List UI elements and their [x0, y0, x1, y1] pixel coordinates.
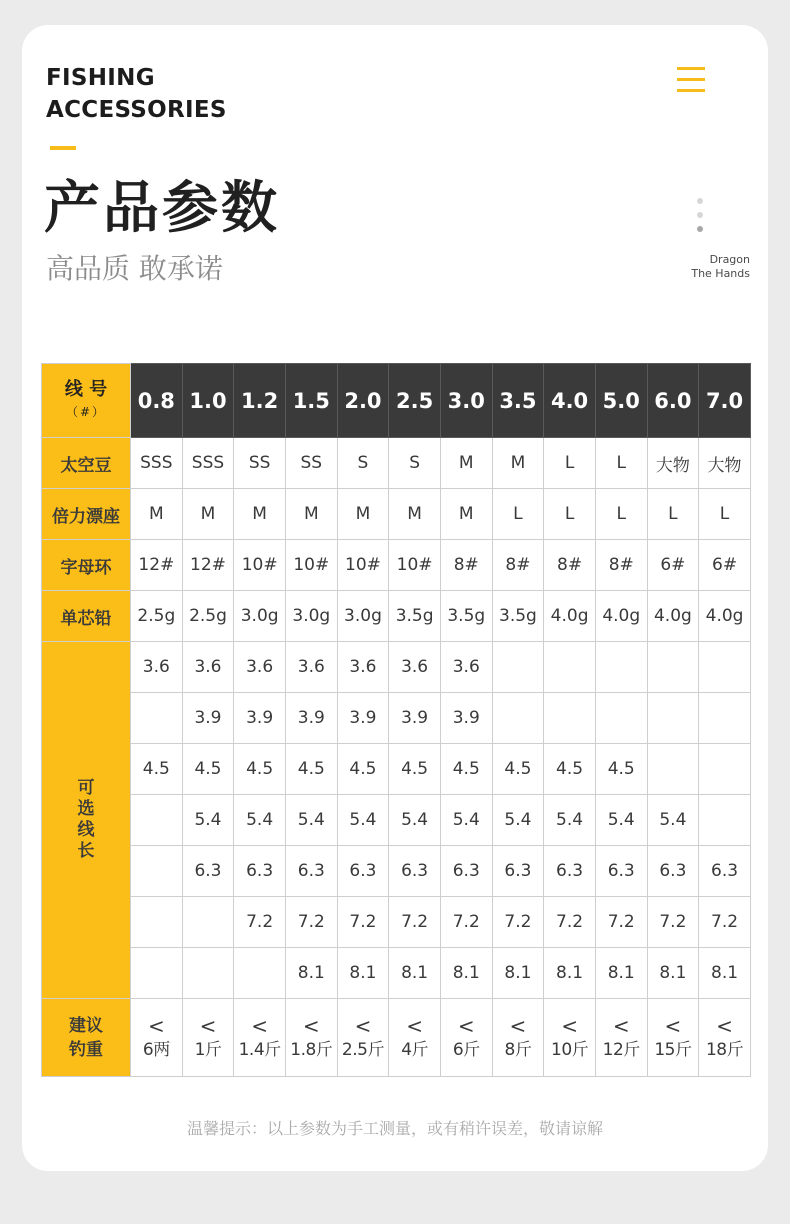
length-cell: 5.4: [389, 795, 441, 846]
table-cell: 4.0g: [647, 591, 699, 642]
length-cell: 4.5: [182, 744, 234, 795]
table-cell: 3.5g: [389, 591, 441, 642]
brand-tag-line-1: Dragon: [709, 253, 750, 266]
length-cell: [234, 948, 286, 999]
page-subtitle: 高品质 敢承诺: [46, 252, 223, 285]
less-than-symbol: <: [457, 1013, 475, 1038]
length-cell: 7.2: [544, 897, 596, 948]
weight-value: 1斤: [194, 1039, 222, 1060]
table-cell: 3.0g: [285, 591, 337, 642]
length-cell: 3.6: [234, 642, 286, 693]
table-cell: 大物: [647, 438, 699, 489]
length-cell: [647, 693, 699, 744]
length-cell: 6.3: [440, 846, 492, 897]
table-cell: M: [389, 489, 441, 540]
weight-cell: [389, 999, 441, 1077]
table-cell: L: [492, 489, 544, 540]
length-cell: 7.2: [647, 897, 699, 948]
less-than-symbol: <: [354, 1013, 372, 1038]
length-cell: 3.9: [234, 693, 286, 744]
table-cell: 4.0g: [544, 591, 596, 642]
length-cell: 4.5: [595, 744, 647, 795]
table-row: [42, 591, 751, 642]
line-size-header: 3.5: [492, 364, 544, 438]
length-cell: 6.3: [699, 846, 751, 897]
length-cell: 4.5: [285, 744, 337, 795]
weight-value: 2.5斤: [341, 1039, 384, 1060]
weight-row: [42, 999, 751, 1077]
length-cell: 8.1: [699, 948, 751, 999]
length-cell: [492, 642, 544, 693]
length-cell: [595, 642, 647, 693]
length-row: [42, 744, 751, 795]
length-cell: 4.5: [440, 744, 492, 795]
header-label: 线 号: [64, 378, 108, 400]
length-cell: 7.2: [234, 897, 286, 948]
length-cell: 5.4: [647, 795, 699, 846]
length-cell: [131, 693, 183, 744]
row-label: 倍力漂座: [42, 489, 131, 540]
weight-label: 建议钓重: [69, 1015, 103, 1060]
table-cell: 10#: [337, 540, 389, 591]
weight-value: 6斤: [452, 1039, 480, 1060]
length-cell: [699, 642, 751, 693]
table-row: [42, 489, 751, 540]
weight-value: 4斤: [401, 1039, 429, 1060]
hamburger-menu-icon[interactable]: [677, 67, 705, 91]
table-cell: 12#: [131, 540, 183, 591]
line-size-header: 1.0: [182, 364, 234, 438]
table-cell: L: [544, 438, 596, 489]
length-cell: 5.4: [440, 795, 492, 846]
header-sublabel: （#）: [65, 404, 107, 419]
weight-cell: [440, 999, 492, 1077]
length-row: [42, 693, 751, 744]
page-title: 产品参数: [44, 176, 280, 241]
weight-value: 10斤: [551, 1039, 589, 1060]
length-cell: [131, 846, 183, 897]
length-cell: 8.1: [595, 948, 647, 999]
line-size-header: 4.0: [544, 364, 596, 438]
length-cell: [131, 948, 183, 999]
length-cell: 3.9: [182, 693, 234, 744]
length-cell: 7.2: [440, 897, 492, 948]
length-cell: 8.1: [492, 948, 544, 999]
table-cell: L: [647, 489, 699, 540]
weight-cell: [234, 999, 286, 1077]
length-cell: 3.6: [337, 642, 389, 693]
header-label-cell: [42, 364, 131, 438]
spec-table: [41, 363, 751, 1077]
length-cell: 3.6: [285, 642, 337, 693]
weight-value: 12斤: [602, 1039, 640, 1060]
length-cell: 4.5: [337, 744, 389, 795]
length-cell: 7.2: [389, 897, 441, 948]
length-cell: 5.4: [595, 795, 647, 846]
line-size-header: 6.0: [647, 364, 699, 438]
length-cell: 5.4: [337, 795, 389, 846]
length-cell: 7.2: [492, 897, 544, 948]
table-cell: L: [595, 438, 647, 489]
length-cell: 3.9: [285, 693, 337, 744]
table-cell: 10#: [389, 540, 441, 591]
line-size-header: 1.2: [234, 364, 286, 438]
weight-cell: [699, 999, 751, 1077]
weight-cell: [182, 999, 234, 1077]
length-cell: 5.4: [492, 795, 544, 846]
length-row: [42, 795, 751, 846]
table-row: [42, 540, 751, 591]
line-size-header: 7.0: [699, 364, 751, 438]
length-cell: 6.3: [337, 846, 389, 897]
table-cell: 8#: [440, 540, 492, 591]
table-cell: 4.0g: [595, 591, 647, 642]
table-cell: M: [131, 489, 183, 540]
table-cell: L: [544, 489, 596, 540]
line-size-header: 2.5: [389, 364, 441, 438]
less-than-symbol: <: [716, 1013, 733, 1038]
length-cell: 6.3: [544, 846, 596, 897]
length-cell: [544, 642, 596, 693]
table-cell: 3.5g: [440, 591, 492, 642]
length-cell: 3.6: [131, 642, 183, 693]
length-cell: [492, 693, 544, 744]
length-cell: 6.3: [595, 846, 647, 897]
less-than-symbol: <: [302, 1013, 320, 1038]
length-cell: [131, 795, 183, 846]
table-cell: SSS: [182, 438, 234, 489]
brand-heading: [46, 62, 227, 126]
length-cell: [699, 795, 751, 846]
table-cell: 2.5g: [182, 591, 234, 642]
table-cell: 12#: [182, 540, 234, 591]
less-than-symbol: <: [509, 1013, 527, 1038]
table-cell: 8#: [595, 540, 647, 591]
length-cell: [699, 693, 751, 744]
table-cell: M: [337, 489, 389, 540]
length-cell: 5.4: [182, 795, 234, 846]
length-cell: [544, 693, 596, 744]
weight-value: 6两: [142, 1039, 170, 1060]
table-cell: 3.0g: [337, 591, 389, 642]
weight-value: 8斤: [504, 1039, 532, 1060]
weight-cell: [647, 999, 699, 1077]
table-cell: M: [440, 438, 492, 489]
table-row: [42, 438, 751, 489]
length-cell: 6.3: [234, 846, 286, 897]
table-header-row: [42, 364, 751, 438]
table-cell: M: [440, 489, 492, 540]
table-cell: 6#: [699, 540, 751, 591]
table-cell: 2.5g: [131, 591, 183, 642]
less-than-symbol: <: [664, 1013, 682, 1038]
footer-note: 温馨提示：以上参数为手工测量，或有稍许误差，敬请谅解: [186, 1119, 603, 1138]
less-than-symbol: <: [147, 1013, 165, 1038]
line-size-header: 5.0: [595, 364, 647, 438]
table-cell: SSS: [131, 438, 183, 489]
table-cell: S: [337, 438, 389, 489]
length-cell: 7.2: [595, 897, 647, 948]
table-cell: S: [389, 438, 441, 489]
table-cell: 3.0g: [234, 591, 286, 642]
brand-tag-line-2: The Hands: [691, 267, 750, 280]
lengths-label-cell: [42, 642, 131, 999]
weight-value: 15斤: [654, 1039, 692, 1060]
weight-cell: [595, 999, 647, 1077]
less-than-symbol: <: [199, 1013, 217, 1038]
weight-cell: [544, 999, 596, 1077]
length-row: [42, 948, 751, 999]
less-than-symbol: <: [406, 1013, 423, 1038]
table-cell: 8#: [492, 540, 544, 591]
length-cell: 5.4: [544, 795, 596, 846]
length-cell: 3.6: [389, 642, 441, 693]
length-cell: 8.1: [337, 948, 389, 999]
length-row: [42, 897, 751, 948]
length-cell: 8.1: [389, 948, 441, 999]
table-cell: 10#: [234, 540, 286, 591]
length-cell: 3.9: [389, 693, 441, 744]
length-cell: 5.4: [285, 795, 337, 846]
length-cell: 7.2: [285, 897, 337, 948]
table-cell: SS: [285, 438, 337, 489]
table-cell: 4.0g: [699, 591, 751, 642]
weight-value: 1.8斤: [290, 1039, 333, 1060]
length-cell: 7.2: [337, 897, 389, 948]
length-cell: 4.5: [234, 744, 286, 795]
length-row: [42, 846, 751, 897]
length-cell: 6.3: [492, 846, 544, 897]
length-cell: 4.5: [131, 744, 183, 795]
length-cell: 8.1: [647, 948, 699, 999]
length-cell: 6.3: [285, 846, 337, 897]
length-cell: [699, 744, 751, 795]
page-indicator-dots: [697, 198, 703, 240]
length-cell: 8.1: [544, 948, 596, 999]
weight-cell: [337, 999, 389, 1077]
row-label: 太空豆: [42, 438, 131, 489]
row-label: 字母环: [42, 540, 131, 591]
weight-cell: [285, 999, 337, 1077]
table-cell: M: [285, 489, 337, 540]
length-cell: [647, 642, 699, 693]
brand-tag: [691, 253, 750, 281]
line-size-header: 0.8: [131, 364, 183, 438]
length-row: [42, 642, 751, 693]
table-cell: 10#: [285, 540, 337, 591]
table-cell: SS: [234, 438, 286, 489]
lengths-label: 可选线长: [77, 778, 95, 861]
length-cell: 4.5: [492, 744, 544, 795]
table-cell: 8#: [544, 540, 596, 591]
accent-dash: [50, 146, 76, 150]
length-cell: 6.3: [389, 846, 441, 897]
weight-value: 18斤: [705, 1039, 744, 1060]
table-cell: L: [595, 489, 647, 540]
table-cell: M: [234, 489, 286, 540]
length-cell: [131, 897, 183, 948]
length-cell: 3.6: [182, 642, 234, 693]
table-cell: 大物: [699, 438, 751, 489]
weight-label-cell: [42, 999, 131, 1077]
line-size-header: 2.0: [337, 364, 389, 438]
table-cell: 3.5g: [492, 591, 544, 642]
less-than-symbol: <: [612, 1013, 630, 1038]
less-than-symbol: <: [561, 1013, 578, 1038]
less-than-symbol: <: [251, 1013, 269, 1038]
length-cell: [647, 744, 699, 795]
length-cell: 8.1: [440, 948, 492, 999]
length-cell: 3.9: [440, 693, 492, 744]
line-size-header: 3.0: [440, 364, 492, 438]
length-cell: 5.4: [234, 795, 286, 846]
length-cell: [595, 693, 647, 744]
length-cell: 3.9: [337, 693, 389, 744]
length-cell: 6.3: [182, 846, 234, 897]
table-cell: L: [699, 489, 751, 540]
length-cell: [182, 897, 234, 948]
length-cell: 7.2: [699, 897, 751, 948]
weight-cell: [131, 999, 183, 1077]
length-cell: 4.5: [389, 744, 441, 795]
length-cell: 8.1: [285, 948, 337, 999]
brand-line-1: FISHING: [46, 65, 155, 91]
brand-line-2: ACCESSORIES: [46, 97, 227, 123]
weight-value: 1.4斤: [238, 1039, 281, 1060]
weight-cell: [492, 999, 544, 1077]
length-cell: 4.5: [544, 744, 596, 795]
line-size-header: 1.5: [285, 364, 337, 438]
table-cell: M: [492, 438, 544, 489]
length-cell: 6.3: [647, 846, 699, 897]
row-label: 单芯铅: [42, 591, 131, 642]
table-cell: M: [182, 489, 234, 540]
length-cell: 3.6: [440, 642, 492, 693]
length-cell: [182, 948, 234, 999]
table-cell: 6#: [647, 540, 699, 591]
